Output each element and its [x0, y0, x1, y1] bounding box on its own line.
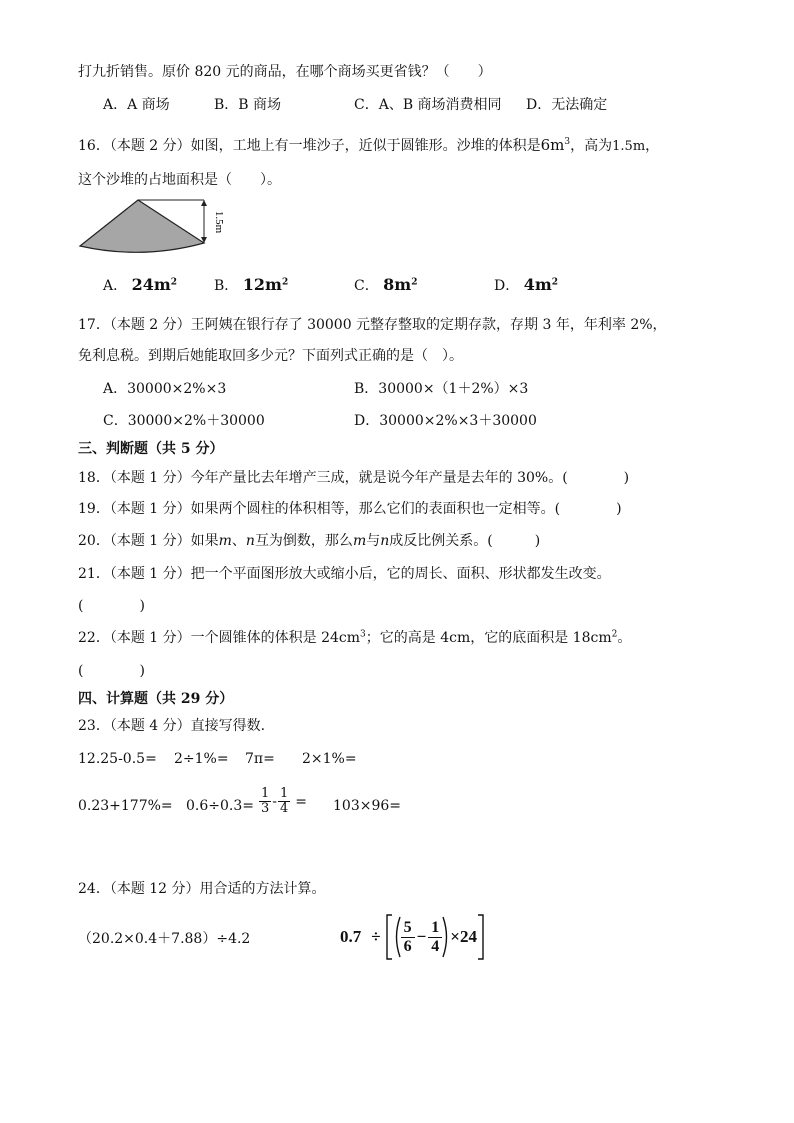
q16-stem-line1: 16．（本题 2 分）如图，工地上有一堆沙子，近似于圆锥形。沙堆的体积是$6m^3$，高为1.5m， — [78, 136, 660, 154]
q23-expr-5: 0.23+177%= — [78, 798, 173, 814]
right-square-bracket-icon — [477, 914, 485, 960]
fraction-five-sixths: $\frac{5}{6}$ — [401, 919, 415, 956]
q16-option-d: D． $4m^2$ — [494, 275, 559, 294]
cone-cross-section-shape — [80, 200, 204, 252]
q24-expr-2: 0.7 ÷ $\frac{5}{6}$ − $\frac{1}{4}$ ×24 — [340, 913, 485, 961]
q21-answer-blank: ( ) — [78, 598, 145, 614]
q23-expr-6: 0.6÷0.3= — [186, 798, 254, 814]
q16-height: 1.5m — [612, 139, 646, 154]
q19-text: 19．（本题 1 分）如果两个圆柱的体积相等，那么它们的表面积也一定相等。( ) — [78, 501, 622, 517]
q24-expr-1: （20.2×0.4＋7.88）÷4.2 — [78, 931, 251, 947]
q16-volume: $6m^3$ — [540, 136, 571, 154]
q16-option-a: A． $24m^2$ — [103, 275, 178, 294]
q23-expr-1: 12.25-0.5= — [78, 751, 157, 767]
q17-stem-line1: 17．（本题 2 分）王阿姨在银行存了 30000 元整存整取的定期存款，存期 3 年，年利率 2%， — [78, 317, 667, 333]
q15-option-c: C．A、B 商场消费相同 — [354, 97, 502, 113]
q22-text: 22．（本题 1 分）一个圆锥体的体积是 $24cm^3$；它的高是 4cm，它的底面积是 $18cm^2$。 — [78, 629, 632, 646]
section-4-title: 四、计算题（共 29 分） — [78, 691, 234, 707]
q16-option-c: C． $8m^2$ — [354, 275, 418, 294]
q17-option-a: A．30000×2%×3 — [103, 381, 227, 397]
left-square-bracket-icon — [385, 914, 393, 960]
arrow-up-icon — [201, 200, 207, 206]
fraction-one-fourth: $\frac{1}{4}$ — [280, 786, 289, 816]
q16-stem-line2: 这个沙堆的占地面积是（ ）。 — [78, 172, 281, 188]
q24-title: 24．（本题 12 分）用合适的方法计算。 — [78, 881, 326, 897]
figure-height-label: 1.5m — [213, 210, 225, 234]
q16-option-b: B． $12m^2$ — [214, 275, 289, 294]
q23-expr-3: 7π= — [245, 751, 275, 767]
sand-pile-figure — [74, 196, 234, 256]
right-parenthesis-icon — [442, 916, 450, 958]
q23-title: 23．（本题 4 分）直接写得数. — [78, 718, 266, 734]
q17-option-c: C．30000×2%＋30000 — [103, 413, 265, 429]
q15-option-d: D．无法确定 — [526, 97, 608, 113]
q17-option-b: B．30000×（1＋2%）×3 — [354, 381, 529, 397]
section-3-title: 三、判断题（共 5 分） — [78, 441, 224, 457]
left-parenthesis-icon — [393, 916, 401, 958]
q17-option-d: D．30000×2%×3＋30000 — [354, 413, 537, 429]
q15-option-a: A．A 商场 — [103, 97, 170, 113]
q23-expr-4: 2×1%= — [302, 751, 357, 767]
q17-stem-line2: 免利息税。到期后她能取回多少元？下面列式正确的是（ ）。 — [78, 348, 463, 364]
q23-expr-7: $\frac{1}{3}$ - $\frac{1}{4}$ = — [261, 786, 308, 816]
q15-option-b: B．B 商场 — [214, 97, 282, 113]
q20-text: 20．（本题 1 分）如果m、n互为倒数，那么m与n成反比例关系。( ) — [78, 533, 541, 549]
q23-expr-2: 2÷1%= — [174, 751, 229, 767]
fraction-one-third: $\frac{1}{3}$ — [261, 786, 270, 816]
fraction-one-fourth-b: $\frac{1}{4}$ — [428, 919, 442, 956]
q23-expr-8: 103×96= — [333, 798, 401, 814]
q21-text: 21．（本题 1 分）把一个平面图形放大或缩小后，它的周长、面积、形状都发生改变。 — [78, 566, 611, 582]
q15-stem: 打九折销售。原价 820 元的商品，在哪个商场买更省钱？（ ） — [78, 64, 492, 80]
q18-text: 18．（本题 1 分）今年产量比去年增产三成，就是说今年产量是去年的 30%。( ) — [78, 470, 630, 486]
q22-answer-blank: ( ) — [78, 663, 145, 679]
